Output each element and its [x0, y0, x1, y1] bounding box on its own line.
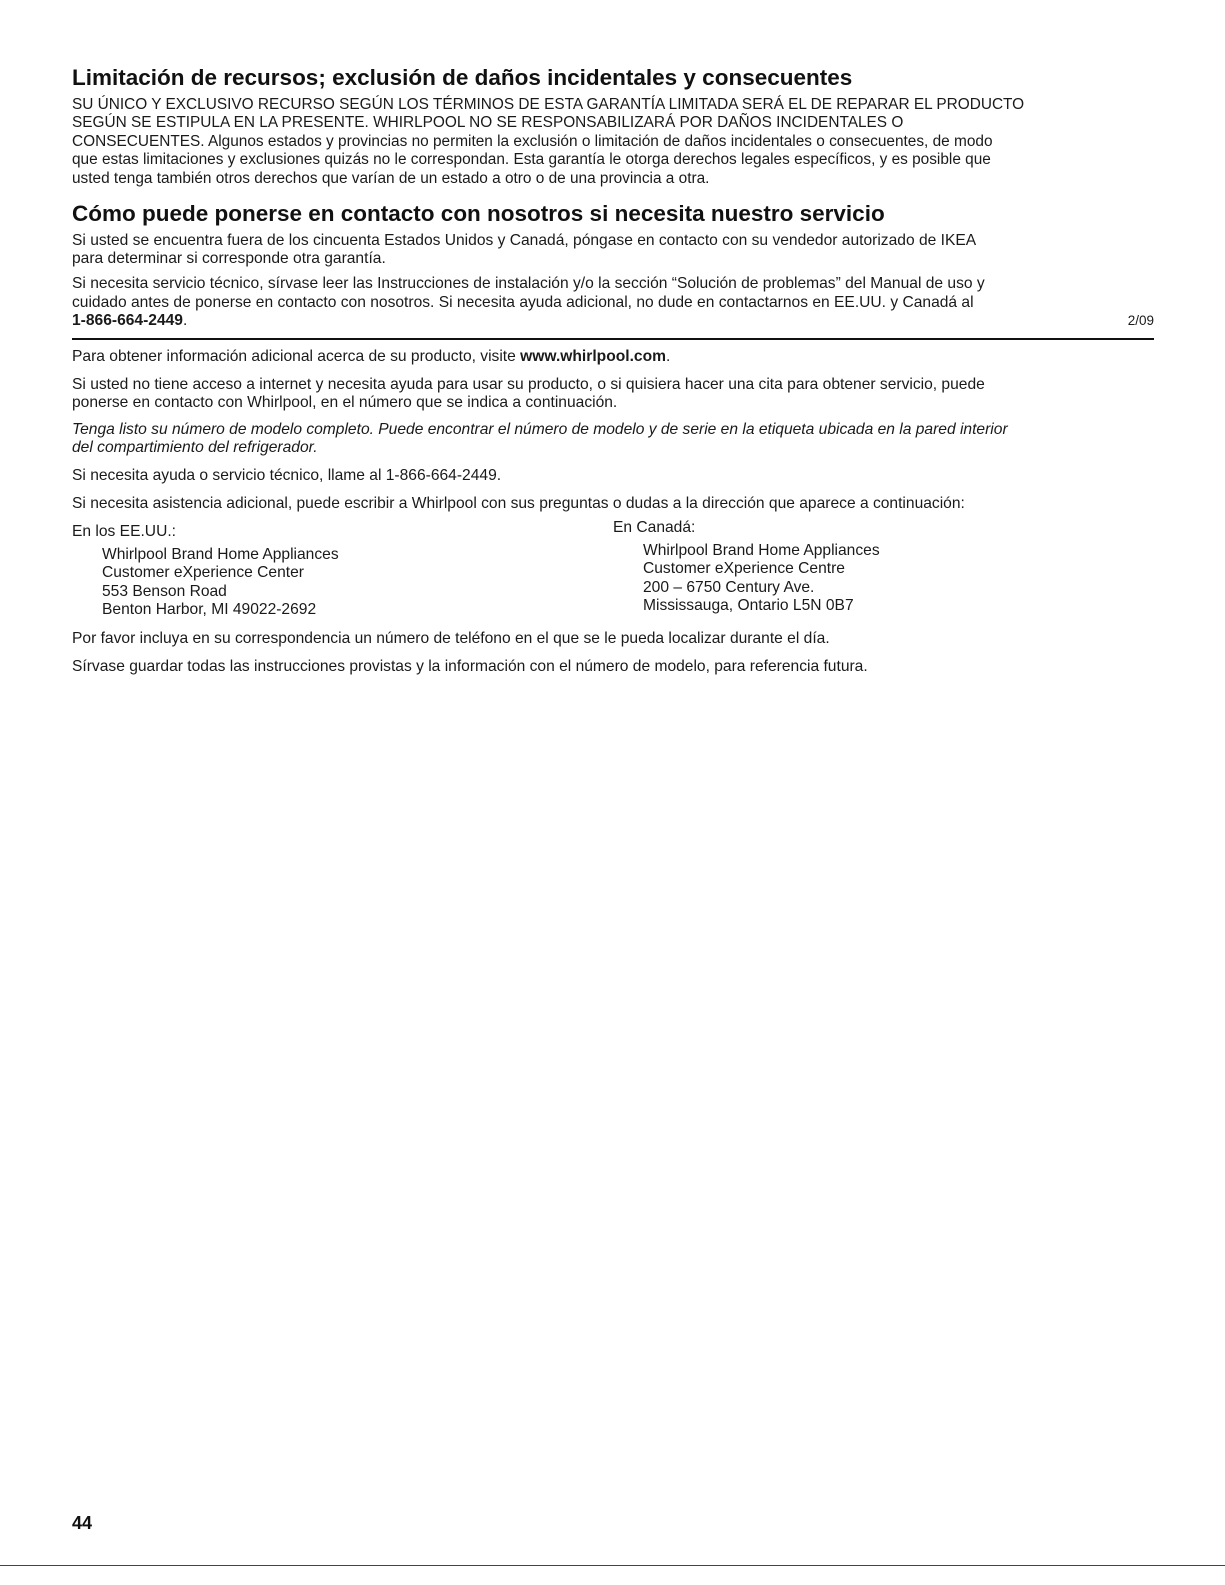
canada-label: En Canadá:: [613, 519, 696, 537]
phone-note-paragraph: Por favor incluya en su correspondencia un número de teléfono en el que se le pueda localizar durante el día.: [72, 629, 830, 647]
write-paragraph: Si necesita asistencia adicional, puede escribir a Whirlpool con sus preguntas o dudas a la dirección que aparece a continuación:: [72, 495, 965, 513]
bottom-edge-rule: [0, 1565, 1225, 1566]
canada-address: [613, 542, 1154, 616]
outside-us-paragraph: [72, 232, 1154, 268]
model-note-line: del compartimiento del refrigerador.: [72, 438, 318, 456]
website-intro: Para obtener información adicional acerca de su producto, visite: [72, 348, 521, 366]
limitation-text: [72, 96, 1154, 188]
model-note-line: Tenga listo su número de modelo completo. Puede encontrar el número de modelo y de serie en la etiqueta ubicada en la pared interior: [72, 420, 1008, 438]
limitation-section: [72, 64, 1154, 188]
service-paragraph: [72, 275, 1154, 330]
addresses: [72, 519, 1154, 619]
keep-note-paragraph: Sírvase guardar todas las instrucciones provistas y la información con el número de modelo, para referencia futura.: [72, 657, 868, 675]
section-divider: [72, 338, 1154, 340]
address-line: 200 – 6750 Century Ave.: [643, 578, 815, 596]
no-internet-paragraph: [72, 376, 1154, 412]
contact-heading: Cómo puede ponerse en contacto con nosotros si necesita nuestro servicio: [72, 201, 885, 227]
phone-suffix: .: [182, 311, 188, 329]
website-link[interactable]: www.whirlpool.com: [520, 348, 666, 366]
paragraph-line: cuidado antes de ponerse en contacto con nosotros. Si necesita ayuda adicional, no dude en contactarnos en EE.UU. y Canadá al: [72, 293, 974, 311]
phone-number-wrap: [72, 312, 187, 330]
limitation-line: SU ÚNICO Y EXCLUSIVO RECURSO SEGÚN LOS TÉRMINOS DE ESTA GARANTÍA LIMITADA SERÁ EL DE REPARAR EL PRODUCTO: [72, 96, 1025, 113]
limitation-heading: Limitación de recursos; exclusión de daños incidentales y consecuentes: [72, 65, 853, 90]
address-line: Mississauga, Ontario L5N 0B7: [643, 597, 854, 615]
website-paragraph: [72, 348, 1154, 366]
phone-number: 1-866-664-2449: [72, 311, 183, 329]
address-line: 553 Benson Road: [102, 582, 227, 600]
document-page: [72, 64, 1154, 676]
paragraph-line: ponerse en contacto con Whirlpool, en el número que se indica a continuación.: [72, 394, 618, 412]
additional-info-section: [72, 348, 1154, 676]
paragraph-line: Si necesita servicio técnico, sírvase leer las Instrucciones de instalación y/o la sección “Solución de problemas” del Manual de uso y: [72, 275, 985, 293]
address-line: Whirlpool Brand Home Appliances: [102, 545, 339, 563]
address-line: Whirlpool Brand Home Appliances: [643, 541, 880, 559]
limitation-line: SEGÚN SE ESTIPULA EN LA PRESENTE. WHIRLPOOL NO SE RESPONSABILIZARÁ POR DAÑOS INCIDENTALES O: [72, 114, 904, 132]
paragraph-line: Si usted se encuentra fuera de los cincuenta Estados Unidos y Canadá, póngase en contacto con su vendedor autorizado de IKEA: [72, 232, 977, 250]
usa-address: [72, 546, 613, 620]
call-paragraph: Si necesita ayuda o servicio técnico, llame al 1-866-664-2449.: [72, 467, 502, 485]
usa-address-block: [72, 523, 613, 619]
limitation-line: usted tenga también otros derechos que varían de un estado a otro o de una provincia a otra.: [72, 169, 710, 187]
usa-label: En los EE.UU.:: [72, 523, 176, 541]
address-line: Customer eXperience Centre: [643, 560, 845, 578]
phone-line: [72, 312, 1154, 330]
page-number: 44: [72, 1513, 93, 1533]
address-line: Customer eXperience Center: [102, 564, 304, 582]
paragraph-line: Si usted no tiene acceso a internet y necesita ayuda para usar su producto, o si quisiera hacer una cita para obtener servicio, puede: [72, 376, 985, 394]
model-note-paragraph: [72, 421, 1154, 457]
limitation-line: CONSECUENTES. Algunos estados y provincias no permiten la exclusión o limitación de daños incidentales o consecuentes, de modo: [72, 132, 993, 150]
limitation-line: que estas limitaciones y exclusiones quizás no le correspondan. Esta garantía le otorga derechos legales específicos, y es posible que: [72, 151, 991, 169]
contact-section: [72, 200, 1154, 330]
canada-address-block: [613, 519, 1154, 619]
paragraph-line: para determinar si corresponde otra garantía.: [72, 250, 386, 268]
date-code: 2/09: [1127, 312, 1154, 328]
address-line: Benton Harbor, MI 49022-2692: [102, 601, 317, 619]
website-suffix: .: [665, 348, 671, 366]
